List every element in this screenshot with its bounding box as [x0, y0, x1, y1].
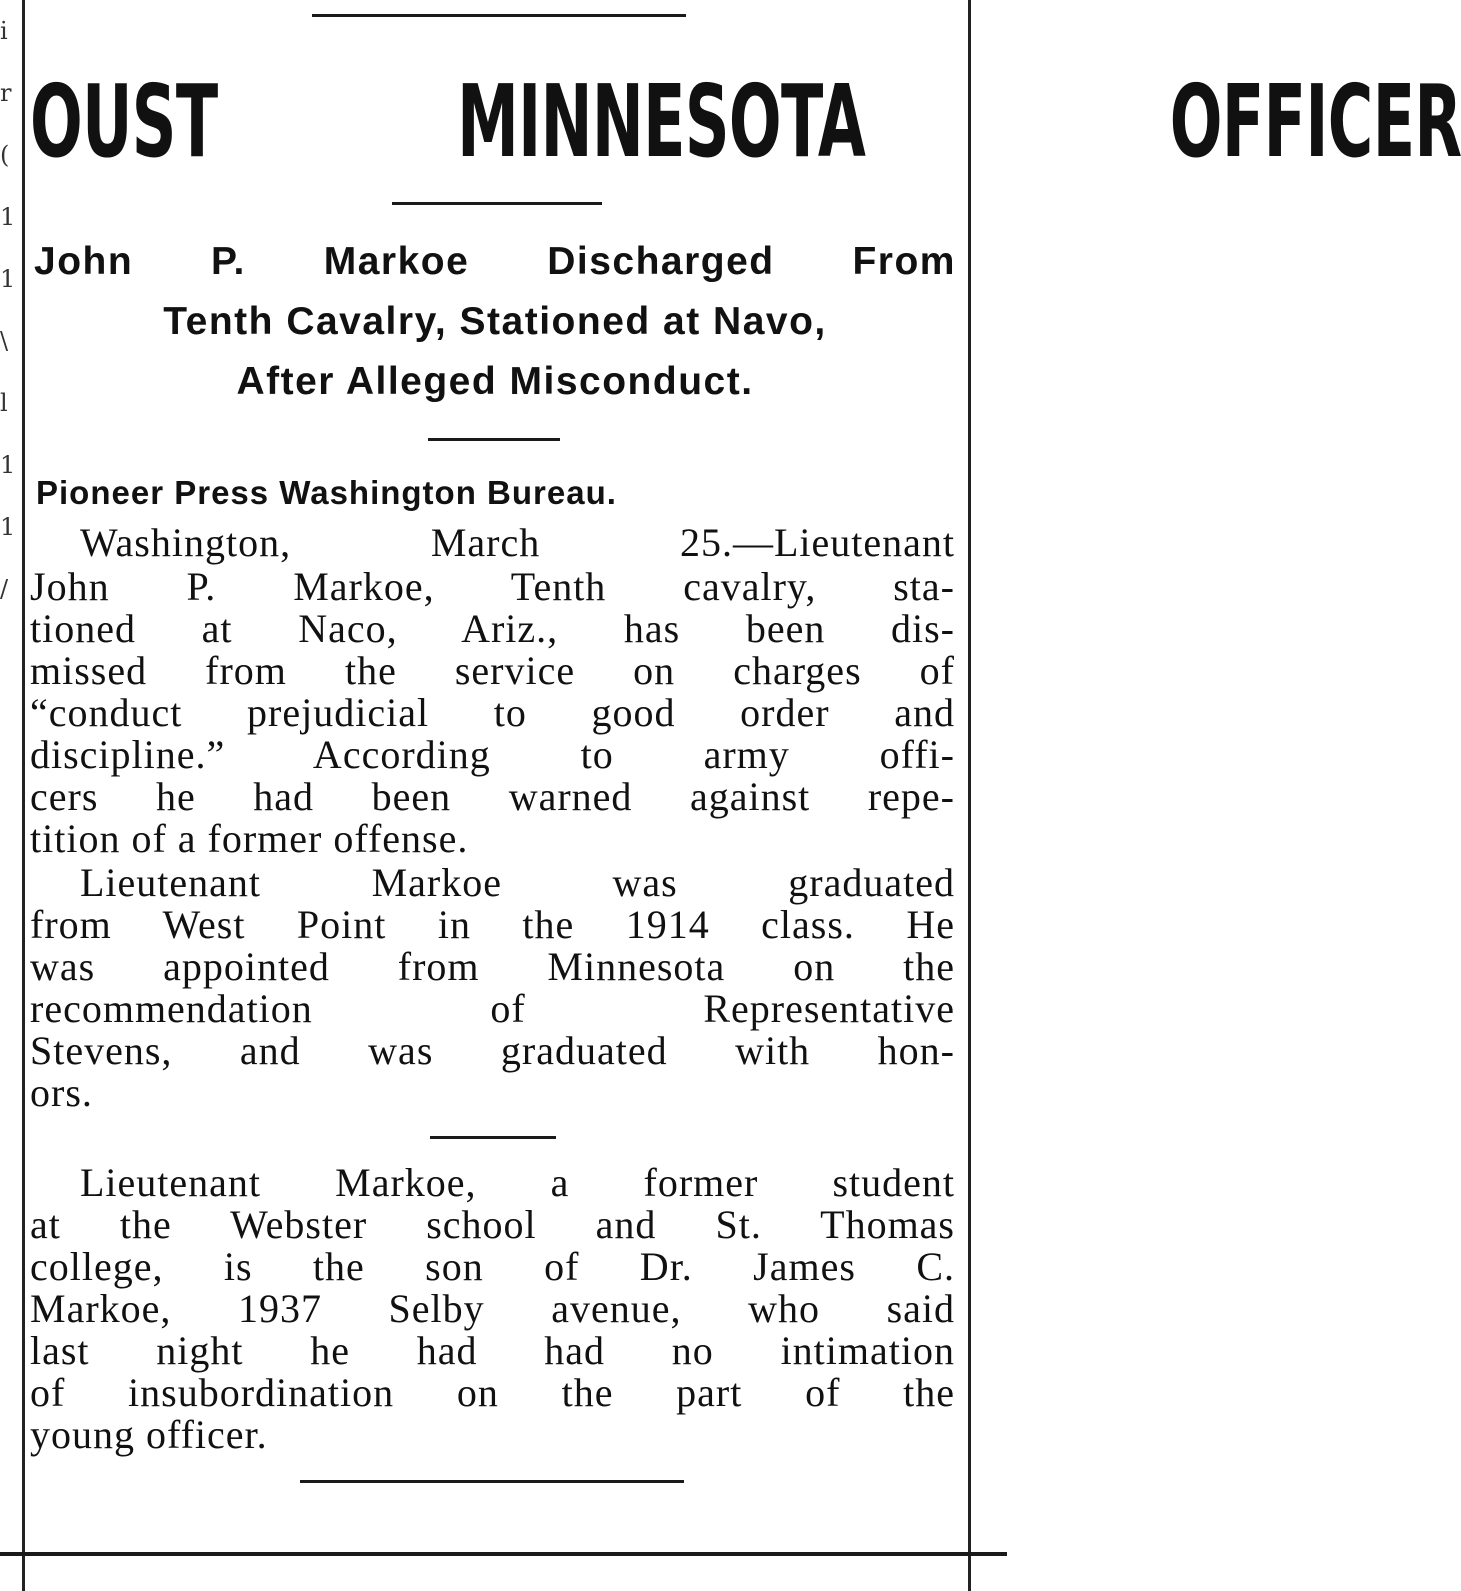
- subhead-word: From: [852, 240, 956, 283]
- body-line: Markoe, 1937 Selby avenue, who said: [30, 1286, 955, 1331]
- body-line: at the Webster school and St. Thomas: [30, 1202, 955, 1247]
- body-line: college, is the son of Dr. James C.: [30, 1244, 955, 1289]
- body-line: ors.: [30, 1070, 93, 1115]
- headline: [30, 62, 1461, 182]
- bottom-rule: [300, 1480, 684, 1483]
- body-line: tioned at Naco, Ariz., has been dis-: [30, 606, 955, 651]
- body-line: tition of a former offense.: [30, 816, 469, 861]
- headline-word-2: MINNESOTA: [457, 63, 866, 180]
- body-line: Washington, March 25.—Lieutenant: [80, 520, 955, 565]
- bureau-credit: Pioneer Press Washington Bureau.: [36, 474, 617, 511]
- body-line: was appointed from Minnesota on the: [30, 944, 955, 989]
- subhead-word: P.: [211, 240, 246, 283]
- headline-word-1: OUST: [30, 63, 218, 180]
- column-rule-left: [22, 0, 25, 1591]
- subhead-word: Discharged: [547, 240, 775, 283]
- subhead-line-2: Tenth Cavalry, Stationed at Navo,: [163, 300, 827, 343]
- body-line: last night he had had no intimation: [30, 1328, 955, 1373]
- subhead-word: Markoe: [323, 240, 470, 283]
- adjacent-column-bleed: i r ( 1 1 \ l 1 1 /: [0, 17, 16, 603]
- body-line: discipline.” According to army offi-: [30, 732, 955, 777]
- body-line: Stevens, and was graduated with hon-: [30, 1028, 955, 1073]
- body-line: John P. Markoe, Tenth cavalry, sta-: [30, 564, 955, 609]
- subhead-line-1: [34, 232, 956, 292]
- body-line: cers he had been warned against repe-: [30, 774, 955, 819]
- body-line: from West Point in the 1914 class. He: [30, 902, 955, 947]
- body-line: of insubordination on the part of the: [30, 1370, 955, 1415]
- body-line: “conduct prejudicial to good order and: [30, 690, 955, 735]
- body-line: Lieutenant Markoe was graduated: [80, 860, 955, 905]
- subhead-word: John: [34, 240, 134, 283]
- page-bottom-edge: [0, 1552, 1007, 1556]
- headline-word-3: OFFICER: [1169, 63, 1461, 180]
- subhead-line-3: After Alleged Misconduct.: [236, 360, 754, 403]
- body-line: recommendation of Representative: [30, 986, 955, 1031]
- top-rule: [312, 14, 686, 17]
- body-line: Lieutenant Markoe, a former student: [80, 1160, 955, 1205]
- body-line: missed from the service on charges of: [30, 648, 955, 693]
- section-divider: [430, 1136, 556, 1139]
- subhead-divider: [428, 438, 560, 441]
- body-line: young officer.: [30, 1412, 268, 1457]
- column-rule-right: [968, 0, 971, 1591]
- headline-divider: [392, 202, 602, 205]
